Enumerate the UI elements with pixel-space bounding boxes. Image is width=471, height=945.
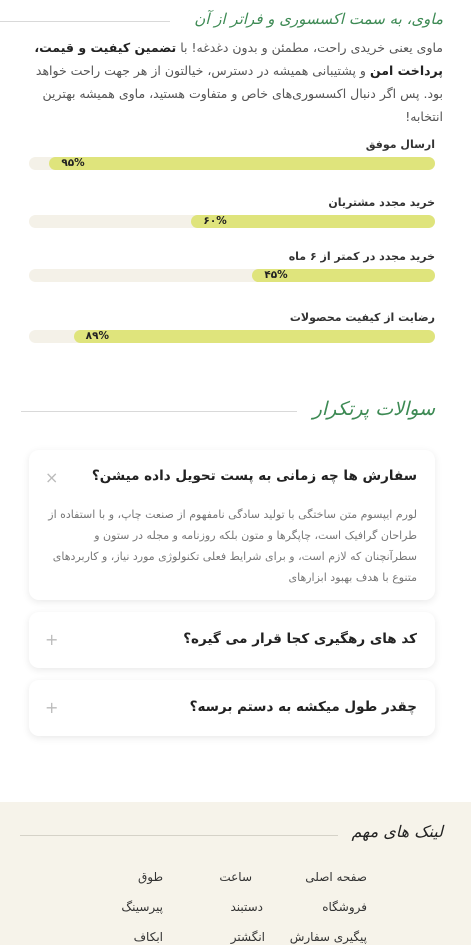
intro-title: ماوی، به سمت اکسسوری و فراتر از آن bbox=[194, 10, 443, 28]
footer-header bbox=[20, 820, 443, 854]
faq-header bbox=[29, 394, 435, 430]
intro-text-part: و پشتیبانی همیشه در دسترس، خیالتون از هر جهت راحت خواهد بود. پس اگر دنبال اکسسوری‌های خاص و متفاوت هستید، ماوی همیشه بهترین انتخابه! bbox=[35, 63, 443, 124]
stat-label: خرید مجدد در کمتر از ۶ ماه bbox=[288, 250, 435, 263]
close-icon[interactable]: × bbox=[45, 468, 59, 487]
footer-link-bracelet[interactable]: دستبند bbox=[230, 900, 263, 914]
progress-value: ۹۵% bbox=[61, 157, 85, 169]
footer-link-watch[interactable]: ساعت bbox=[219, 870, 252, 884]
progress-track bbox=[29, 215, 435, 228]
footer bbox=[0, 802, 471, 945]
faq-item-delivery-time[interactable] bbox=[29, 450, 435, 600]
stat-repeat-within-6-months bbox=[29, 248, 435, 282]
stat-successful-delivery bbox=[29, 136, 435, 170]
progress-value: ۶۰% bbox=[203, 215, 227, 227]
stat-label: رضایت از کیفیت محصولات bbox=[289, 311, 435, 324]
faq-item-delivery-duration[interactable] bbox=[29, 680, 435, 736]
progress-fill bbox=[74, 330, 435, 343]
progress-track bbox=[29, 330, 435, 343]
progress-track bbox=[29, 157, 435, 170]
stat-product-satisfaction bbox=[29, 309, 435, 343]
footer-link-shop[interactable]: فروشگاه bbox=[322, 900, 367, 914]
faq-item-tracking-code[interactable] bbox=[29, 612, 435, 668]
footer-link-ear-cuff[interactable]: ابکاف bbox=[133, 930, 163, 944]
footer-link-piercing[interactable]: پیرسینگ bbox=[121, 900, 163, 914]
stat-label: ارسال موفق bbox=[365, 138, 435, 151]
divider bbox=[21, 411, 297, 412]
intro-text-part: ماوی یعنی خریدی راحت، مطمئن و بدون دغدغه! با bbox=[176, 40, 443, 55]
progress-fill bbox=[252, 269, 435, 282]
footer-link-order-tracking[interactable]: پیگیری سفارش bbox=[289, 930, 367, 944]
faq-question[interactable]: سفارش ها چه زمانی به پست تحویل داده میشن؟ bbox=[91, 468, 417, 484]
footer-link-choker[interactable]: طوق bbox=[137, 870, 163, 884]
faq-answer: لورم ایپسوم متن ساختگی با تولید سادگی نامفهوم از صنعت چاپ، و با استفاده از طراحان گرافیک است، چاپگرها و متون بلکه روزنامه و مجله در ستون و سطرآنچنان که لازم است، و برای شرایط فعلی تکنولوژی مورد نیاز، و کاربردهای متنوع با هدف بهبود ابزارهای bbox=[48, 508, 417, 584]
progress-fill bbox=[49, 157, 435, 170]
divider bbox=[0, 21, 170, 22]
progress-value: ۸۹% bbox=[85, 330, 110, 342]
progress-fill bbox=[191, 215, 435, 228]
plus-icon[interactable]: + bbox=[45, 698, 59, 717]
footer-link-home[interactable]: صفحه اصلی bbox=[305, 870, 367, 884]
faq-title: سوالات پرتکرار bbox=[312, 398, 435, 420]
footer-link-ring[interactable]: انگشتر bbox=[230, 930, 265, 944]
intro-paragraph bbox=[23, 36, 443, 128]
progress-value: ۴۵% bbox=[264, 269, 288, 281]
plus-icon[interactable]: + bbox=[45, 630, 59, 649]
progress-track bbox=[29, 269, 435, 282]
faq-question[interactable]: چقدر طول میکشه به دستم برسه؟ bbox=[189, 699, 417, 715]
stat-label: خرید مجدد مشتریان bbox=[328, 196, 435, 209]
footer-title: لینک های مهم bbox=[351, 822, 443, 841]
stat-repeat-purchase bbox=[29, 194, 435, 228]
intro-highlight: تضمین کیفیت و قیمت، پرداخت امن bbox=[34, 40, 443, 78]
intro-header bbox=[0, 6, 443, 34]
divider bbox=[20, 835, 338, 836]
faq-question[interactable]: کد های رهگیری کجا قرار می گیره؟ bbox=[183, 631, 417, 647]
